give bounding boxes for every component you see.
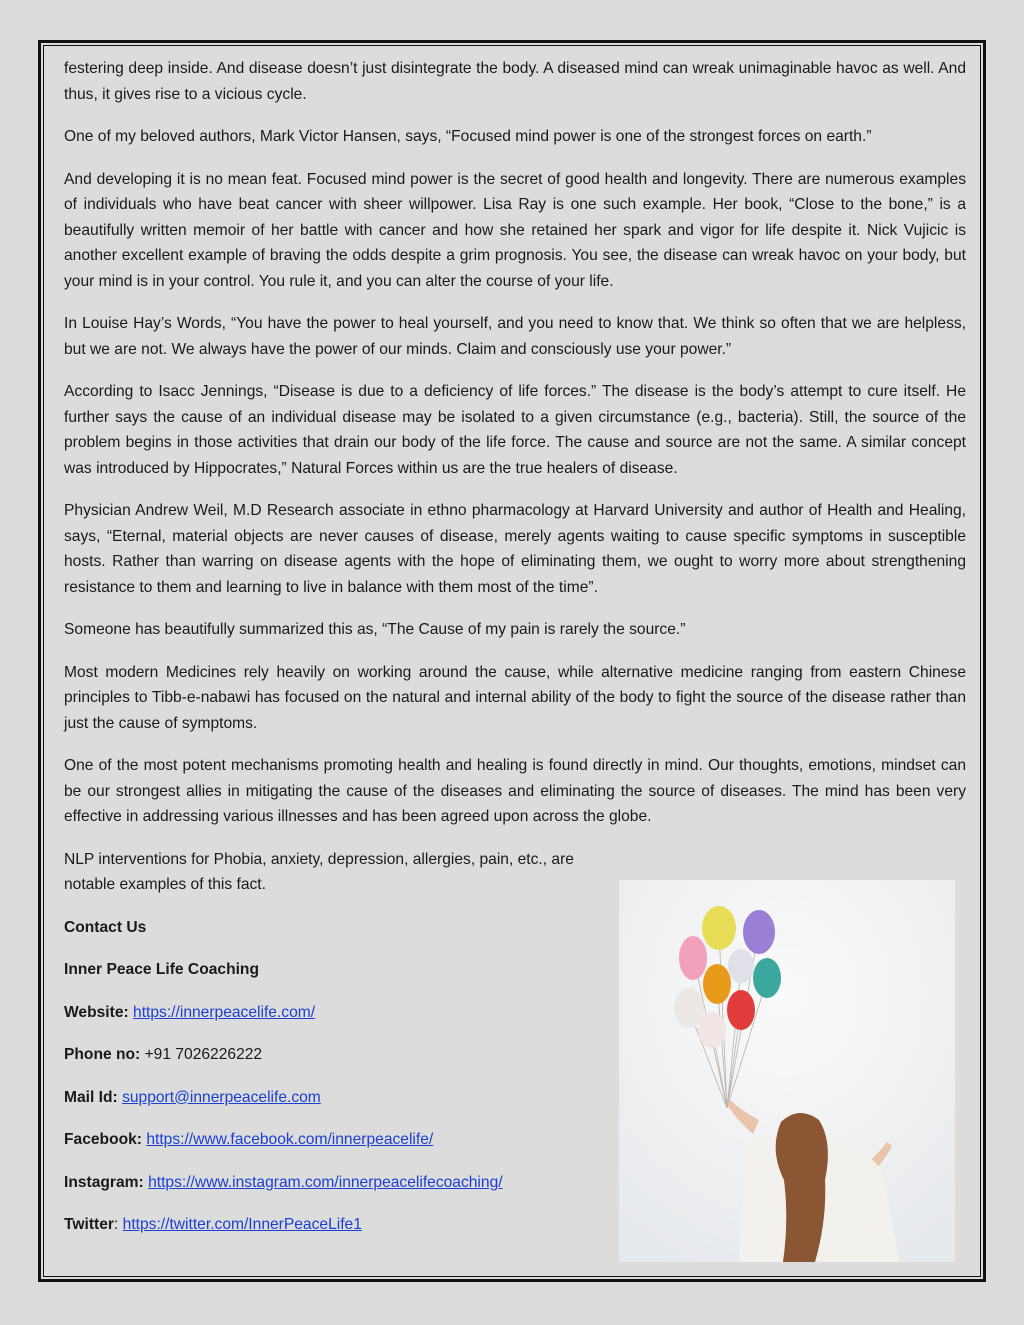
photo-illustration [619, 880, 955, 1262]
balloon-yellow [702, 906, 736, 950]
paragraph: Physician Andrew Weil, M.D Research associate in ethno pharmacology at Harvard University and author of Health and Healing, says, “Eternal, material objects are never causes of disease, merely agents waiting to cause specific symptoms in susceptible hosts. Rather than warring on disease agents with the hope of eliminating them, we ought to worry more about strengthening resistance to them and learning to live in balance with them most of the time”. [64, 502, 966, 596]
paragraph: festering deep inside. And disease doesn’t just disintegrate the body. A diseased mind can wreak unimaginable havoc as well. And thus, it gives rise to a vicious cycle. [64, 60, 966, 103]
balloon-red [727, 990, 755, 1030]
facebook-label: Facebook: [64, 1131, 142, 1148]
twitter-label: Twitter [64, 1216, 114, 1233]
balloon-white-left [674, 988, 704, 1028]
balloon-orange [703, 964, 731, 1004]
paragraph: According to Isacc Jennings, “Disease is due to a deficiency of life forces.” The disease is the body’s attempt to cure itself. He further says the cause of an individual disease may be isolated to a given circumstance (e.g., bacteria). Still, the source of the problem begins in those activities that drain our body of the life force. The cause and source are not the same. A similar concept was introduced by Hippocrates,” Natural Forces within us are the true healers of disease. [64, 383, 966, 477]
facebook-link[interactable]: https://www.facebook.com/innerpeacelife/ [146, 1131, 434, 1148]
mail-label: Mail Id: [64, 1088, 118, 1106]
instagram-link[interactable]: https://www.instagram.com/innerpeacelifecoaching/ [148, 1173, 503, 1191]
twitter-link[interactable]: https://twitter.com/InnerPeaceLife1 [122, 1216, 362, 1233]
balloons-woman-photo [619, 880, 955, 1262]
website-link[interactable]: https://innerpeacelife.com/ [133, 1003, 316, 1021]
website-label: Website: [64, 1003, 129, 1021]
paragraph: One of my beloved authors, Mark Victor Hansen, says, “Focused mind power is one of the strongest forces on earth.” [64, 128, 872, 145]
balloon-purple [743, 910, 775, 954]
paragraph: One of the most potent mechanisms promoting health and healing is found directly in mind. Our thoughts, emotions, mindset can be our strongest allies in mitigating the cause of the diseases and eliminating the source of diseases. The mind has been very effective in addressing various illnesses and has been agreed upon across the globe. [64, 757, 966, 825]
contact-heading: Contact Us [64, 918, 147, 936]
twitter-separator: : [113, 1216, 119, 1233]
organization-name: Inner Peace Life Coaching [64, 961, 259, 978]
email-link[interactable]: support@innerpeacelife.com [122, 1088, 321, 1106]
nlp-paragraph: NLP interventions for Phobia, anxiety, depression, allergies, pain, etc., are notable examples of this fact. [64, 850, 574, 893]
balloon-teal [753, 958, 781, 998]
phone-value: +91 7026226222 [144, 1046, 263, 1063]
balloon-pink-left [679, 936, 707, 980]
paragraph: In Louise Hay’s Words, “You have the power to heal yourself, and you need to know that. We think so often that we are helpless, but we are not. We always have the power of our minds. Claim and consciously use your power.” [64, 315, 966, 358]
page-border-inner [43, 45, 981, 1277]
instagram-label: Instagram: [64, 1173, 144, 1191]
page-border [38, 40, 986, 1282]
phone-label: Phone no: [64, 1046, 141, 1063]
paragraph: Someone has beautifully summarized this as, “The Cause of my pain is rarely the source.” [64, 621, 686, 638]
balloon-white-mid [728, 949, 754, 983]
paragraph: And developing it is no mean feat. Focused mind power is the secret of good health and longevity. There are numerous examples of individuals who have beat cancer with sheer willpower. Lisa Ray is one such example. Her book, “Close to the bone,” is a beautifully written memoir of her battle with cancer and how she retained her spark and vigor for life despite it. Nick Vujicic is another excellent example of braving the odds despite a grim prognosis. You see, the disease can wreak havoc on your body, but your mind is in your control. You rule it, and you can alter the course of your life. [64, 170, 966, 290]
paragraph: Most modern Medicines rely heavily on working around the cause, while alternative medicine ranging from eastern Chinese principles to Tibb-e-nabawi has focused on the natural and internal ability of the body to fight the source of the disease rather than just the cause of symptoms. [64, 663, 966, 732]
